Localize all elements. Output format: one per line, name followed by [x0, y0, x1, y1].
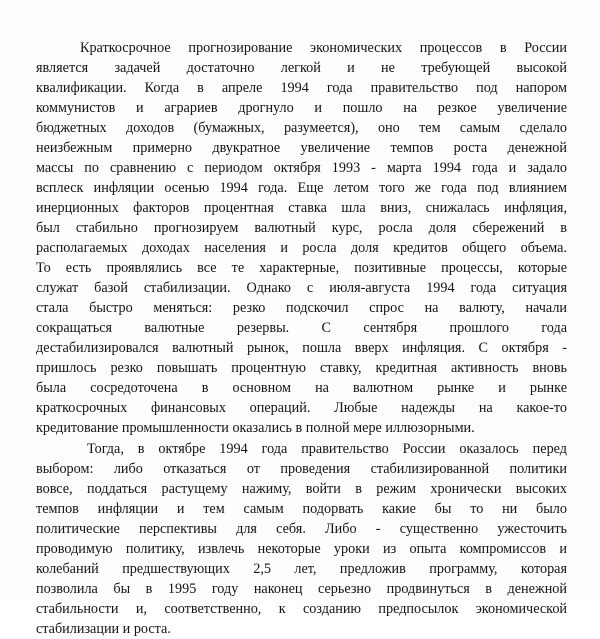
text-line: позволила бы в 1995 году наконец серьезно продвинуться в денежной	[36, 581, 567, 597]
text-line: служат базой стабилизации. Однако с июля-августа 1994 года ситуация	[36, 280, 567, 296]
text-line: квалификации. Когда в апреле 1994 года правительство под напором	[36, 80, 567, 96]
text-line: сокращаться валютные резервы. С сентября прошлого года	[36, 320, 567, 336]
paragraph-1	[36, 38, 567, 438]
text-line: колебаний предшествующих 2,5 лет, предложив программу, которая	[36, 561, 567, 577]
text-line: пришлось резко повышать процентную ставку, кредитная активность вновь	[36, 360, 567, 376]
text-line: всплеск инфляции осенью 1994 года. Еще летом того же года под влиянием	[36, 180, 567, 196]
text-line: выбором: либо отказаться от проведения стабилизированной политики	[36, 461, 567, 477]
paragraph-2	[36, 439, 567, 639]
text-line: Тогда, в октябре 1994 года правительство России оказалось перед	[87, 441, 567, 457]
text-line: коммунистов и аграриев дрогнуло и пошло на резкое увеличение	[36, 100, 567, 116]
text-line: стала быстро меняться: резко подскочил спрос на валюту, начали	[36, 300, 567, 316]
text-line: политические перспективы для себя. Либо - существенно ужесточить	[36, 521, 567, 537]
text-line: краткосрочных финансовых операций. Любые надежды на какое-то	[36, 400, 567, 416]
document-text	[36, 38, 567, 639]
text-line: инерционных факторов процентная ставка шла вниз, снижалась инфляция,	[36, 200, 567, 216]
text-line: неизбежным примерно двукратное увеличение темпов роста денежной	[36, 140, 567, 156]
text-line: была сосредоточена в основном на валютном рынке и рынке	[36, 380, 567, 396]
text-line: кредитование промышленности оказались в полной мере иллюзорными.	[36, 420, 475, 436]
text-line: проводимую политику, извлечь некоторые уроки из опыта компромиссов и	[36, 541, 567, 557]
text-line: является задачей достаточно легкой и не требующей высокой	[36, 60, 567, 76]
text-line: вовсе, поддаться растущему нажиму, войти в режим хронически высоких	[36, 481, 567, 497]
text-line: стабильности и, соответственно, к созданию предпосылок экономической	[36, 601, 567, 617]
text-line: дестабилизировался валютный рынок, пошла вверх инфляция. С октября -	[36, 340, 567, 356]
text-line: располагаемых доходах населения и росла доля кредитов общего объема.	[36, 240, 567, 256]
text-line: стабилизации и роста.	[36, 621, 171, 637]
text-line: темпов инфляции и тем самым подорвать какие бы то ни было	[36, 501, 567, 517]
text-line: То есть проявлялись все те характерные, позитивные процессы, которые	[36, 260, 567, 276]
text-line: бюджетных доходов (бумажных, разумеется), оно тем самым сделало	[36, 120, 567, 136]
text-line: массы по сравнению с периодом октября 1993 - марта 1994 года и задало	[36, 160, 567, 176]
text-line: был стабильно прогнозируем валютный курс, росла доля сбережений в	[36, 220, 567, 236]
text-line: Краткосрочное прогнозирование экономических процессов в России	[80, 40, 567, 56]
